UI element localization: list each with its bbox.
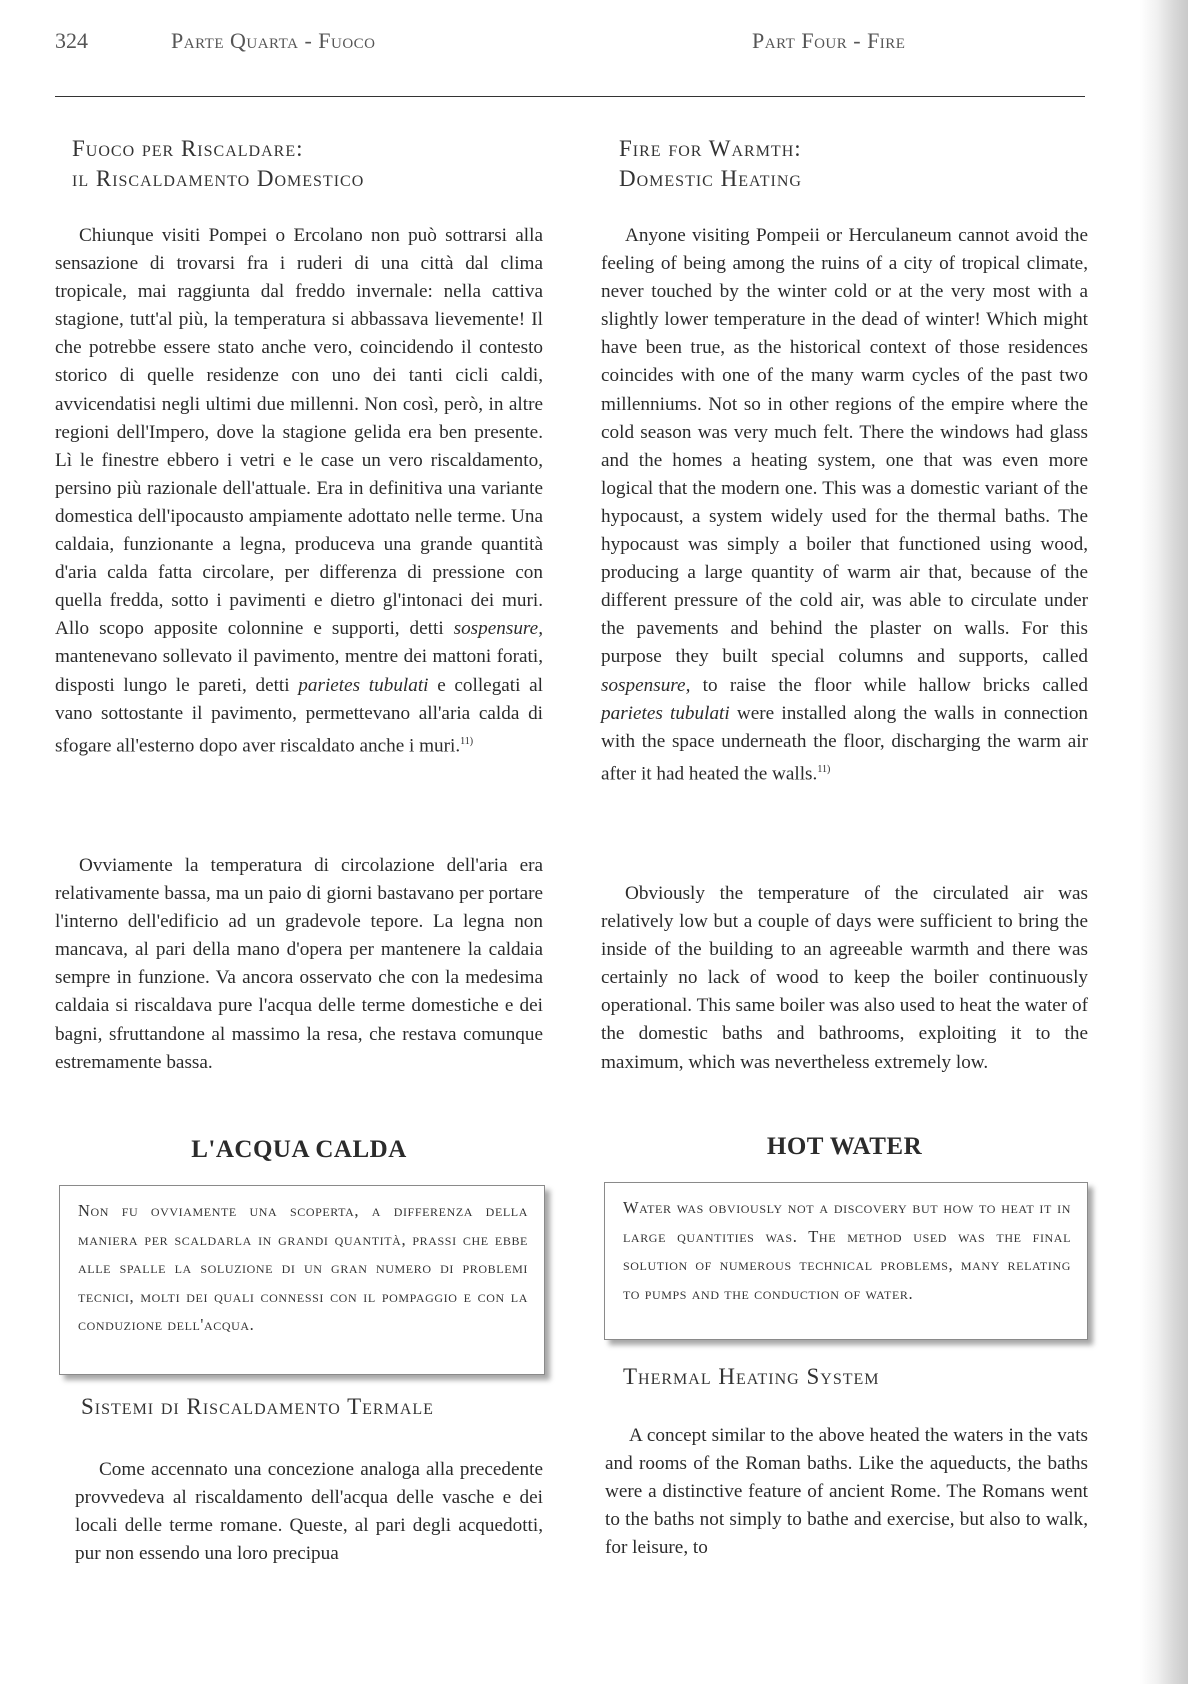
term-parietes-tubulati: parietes tubulati (298, 674, 429, 696)
term-sospensure: sospensure, (453, 618, 543, 640)
body-paragraph-english-1: Anyone visiting Pompeii or Herculaneum cannot avoid the feeling of being among the ruins of a city of tropical climate, never touched by the winter cold or at the very most with a slightly lower temperature in the dead of winter! Which might have been true, as the historical context of those residences coincides with one of the many warm cycles of the past two millenniums. Not so in other regions of the empire where the cold season was very much felt. There the windows had glass and the homes a heating system, one that was even more logical that the modern one. This was a domestic variant of the hypocaust, a system widely used for the thermal baths. The hypocaust was simply a boiler that functioned using wood, producing a large quantity of warm air that, because of the different pressure of the cold air, was able to circulate under the pavements and behind the plaster on walls. For this purpose they built special columns and supports, called sospensure, to raise the floor while hallow bricks called parietes tubulati were installed along the walls in connection with the space underneath the floor, discharging the warm air after it had heated the walls.$^{11)}$ (601, 225, 1089, 785)
section-heading-english (619, 134, 802, 194)
section-heading-thermal-english: Thermal Heating System (623, 1364, 880, 1389)
running-header (55, 22, 1085, 62)
page-number: 324 (55, 28, 88, 53)
footnote-ref: 11) (460, 735, 474, 747)
body-paragraph-english-2: Obviously the temperature of the circulated air was relatively low but a couple of days were sufficient to bring the inside of the building to an agreeable warmth and there was certainly no lack of wood to keep the boiler continuously operational. This same boiler was also used to heat the water of the domestic baths and bathrooms, exploiting it to the maximum, which was nevertheless extremely low. (601, 883, 1088, 1073)
header-divider (55, 96, 1085, 97)
subheading-hot-water: HOT WATER (766, 1133, 923, 1160)
highlight-box-italian: Non fu ovviamente una scoperta, a differenza della maniera per scaldarla in grandi quantità, prassi che ebbe alle spalle la soluzione di un gran numero di problemi tecnici, molti dei quali connessi con il pompaggio e con la conduzione dell'acqua. (59, 1185, 545, 1375)
subheading-acqua-calda: L'ACQUA CALDA (191, 1136, 407, 1163)
body-paragraph-italian-1: Chiunque visiti Pompei o Ercolano non può sottrarsi alla sensazione di trovarsi fra i ruderi di una città dal clima tropicale, mai raggiunta dal freddo invernale: nella cattiva stagione, tutt'al più, la temperatura si abbassava lievemente! Il che potrebbe essere stato anche vero, coincidendo il contesto storico di quelle residenze con uno dei tanti cicli caldi, avvicendatisi negli ultimi due millenni. Non così, però, in altre regioni dell'Impero, dove la stagione gelida era ben presente. Lì le finestre ebbero i vetri e le case un vero riscaldamento, persino più razionale dell'attuale. Era in definitiva una variante domestica dell'ipocausto ampiamente adottato nelle terme. Una caldaia, funzionante a legna, produceva una grande quantità d'aria calda fatta circolare, per differenza di pressione con quella fredda, sotto i pavimenti e dietro gl'intonaci dei muri. Allo scopo apposite colonnine e supporti, detti sospensure, mantenevano sollevato il pavimento, mentre dei mattoni forati, disposti lungo le pareti, detti parietes tubulati e collegati al vano sottostante il pavimento, permettevano all'aria calda di sfogare all'esterno dopo aver riscaldato anche i muri.$^{11)}$ (55, 225, 544, 757)
section-heading-thermal-italian: Sistemi di Riscaldamento Termale (81, 1394, 434, 1419)
footnote-ref: 11) (817, 763, 831, 775)
section-heading-line1: Fuoco per Riscaldare: (72, 136, 304, 161)
body-paragraph-italian-2: Ovviamente la temperatura di circolazione dell'aria era relativamente bassa, ma un paio di giorni bastavano per portare l'interno dell'edificio ad un gradevole tepore. La legna non mancava, al pari della mano d'opera per mantenere la caldaia sempre in funzione. Va ancora osservato che con la medesima caldaia si riscaldava pure l'acqua delle terme domestiche e dei bagni, sfruttandone al massimo la resa, che restava comunque estremamente bassa. (55, 855, 543, 1073)
header-title-english: Part Four - Fire (752, 28, 906, 53)
section-heading-line2: il Riscaldamento Domestico (72, 166, 365, 191)
section-heading-italian (72, 134, 364, 194)
header-title-italian: Parte Quarta - Fuoco (171, 28, 376, 53)
term-parietes-tubulati: parietes tubulati (601, 702, 730, 724)
section-heading-line2: Domestic Heating (619, 166, 802, 191)
section-heading-line1: Fire for Warmth: (619, 136, 802, 161)
term-sospensure: sospensure, (601, 674, 691, 696)
highlight-box-english: Water was obviously not a discovery but how to heat it in large quantities was. The method used was the final solution of numerous technical problems, many relating to pumps and the conduction of water. (604, 1182, 1088, 1340)
book-spine-shadow (1140, 0, 1188, 1684)
body-paragraph-english-3: A concept similar to the above heated the waters in the vats and rooms of the Roman baths. Like the aqueducts, the baths were a distinctive feature of ancient Rome. The Romans went to the baths not simply to bathe and exercise, but also to walk, for leisure, to (605, 1425, 1088, 1559)
body-paragraph-italian-3: Come accennato una concezione analoga alla precedente provvedeva al riscaldamento dell'acqua delle vasche e dei locali delle terme romane. Queste, al pari degli acquedotti, pur non essendo una loro precipua (75, 1459, 543, 1565)
